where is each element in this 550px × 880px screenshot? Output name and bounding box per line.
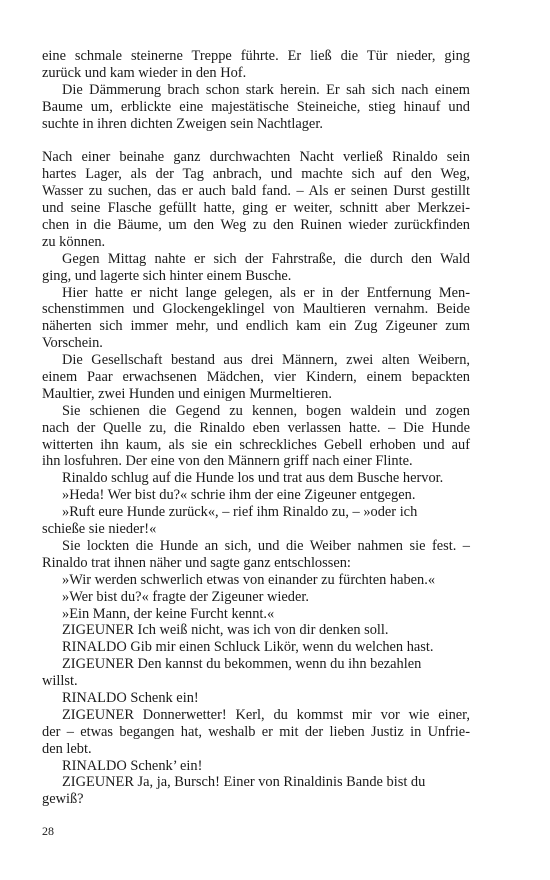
paragraph-gap bbox=[42, 132, 470, 149]
text-line: chen in die Bäume, um den Weg zu den Ruinen wieder zurückfinden bbox=[42, 217, 470, 234]
text-line: »Wir werden schwerlich etwas von einander zu fürchten haben.« bbox=[62, 571, 436, 588]
text-line: Wasser zu suchen, das er auch bald fand. – Als er seinen Durst gestillt bbox=[42, 183, 470, 200]
text-line: ZIGEUNER Ja, ja, Bursch! Einer von Rinaldinis Bande bist du bbox=[62, 774, 426, 791]
text-line: Gegen Mittag nahte er sich der Fahrstraße, die durch den Wald bbox=[62, 250, 470, 267]
text-line: den lebt. bbox=[42, 740, 92, 757]
text-line: nach der Quelle zu, die Rinaldo eben verlassen hatte. – Die Hunde bbox=[42, 419, 470, 436]
text-line: und seine Flasche gefüllt hatte, ging er weiter, schnitt aber Merkzei- bbox=[42, 200, 470, 217]
text-line: Nach einer beinahe ganz durchwachten Nacht verließ Rinaldo sein bbox=[42, 149, 470, 166]
text-line: Sie lockten die Hunde an sich, und die Weiber nahmen sie fest. – bbox=[62, 537, 470, 554]
text-line: Rinaldo schlug auf die Hunde los und trat aus dem Busche hervor. bbox=[62, 470, 444, 487]
text-line: Maultier, zwei Hunden und einigen Murmeltieren. bbox=[42, 385, 332, 402]
page-number: 28 bbox=[42, 824, 54, 838]
text-line: hartes Lager, als der Tag anbrach, und machte sich auf den Weg, bbox=[42, 166, 470, 183]
text-line: schenstimmen und Glockengeklingel von Maultieren vernahm. Beide bbox=[42, 301, 470, 318]
text-line: Hier hatte er nicht lange gelegen, als er in der Entfernung Men- bbox=[62, 284, 470, 301]
text-line: ZIGEUNER Den kannst du bekommen, wenn du ihn bezahlen bbox=[62, 656, 422, 673]
text-line: ging, und lagerte sich hinter einem Busche. bbox=[42, 267, 292, 284]
text-line: Die Dämmerung brach schon stark herein. Er sah sich nach einem bbox=[62, 81, 470, 98]
text-line: näherten sich immer mehr, und endlich kam ein Zug Zigeuner zum bbox=[42, 318, 470, 335]
text-line: ZIGEUNER Donnerwetter! Kerl, du kommst mir vor wie einer, bbox=[62, 706, 470, 723]
text-line: der – etwas begangen hat, weshalb er mit der lieben Justiz in Unfrie- bbox=[42, 723, 470, 740]
text-line: RINALDO Schenk’ ein! bbox=[62, 757, 203, 774]
text-line: zu können. bbox=[42, 233, 106, 250]
text-line: »Wer bist du?« fragte der Zigeuner wieder. bbox=[62, 588, 309, 605]
text-line: willst. bbox=[42, 673, 78, 690]
text-line: ZIGEUNER Ich weiß nicht, was ich von dir denken soll. bbox=[62, 622, 389, 639]
text-line: RINALDO Schenk ein! bbox=[62, 689, 199, 706]
page-body bbox=[42, 48, 470, 808]
text-line: ihn losfuhren. Der eine von den Männern griff nach einer Flinte. bbox=[42, 453, 413, 470]
text-line: einem Paar erwachsenen Mädchen, vier Kindern, einem bepackten bbox=[42, 369, 470, 386]
text-line: eine schmale steinerne Treppe führte. Er ließ die Tür nieder, ging bbox=[42, 48, 470, 64]
text-line: »Heda! Wer bist du?« schrie ihm der eine Zigeuner entgegen. bbox=[62, 487, 416, 504]
text-line: zurück und kam wieder in den Hof. bbox=[42, 64, 247, 81]
text-line: witterten ihn kaum, als sie ein schreckliches Gebell erhoben und auf bbox=[42, 436, 470, 453]
text-line: Baume um, erblickte eine majestätische Steineiche, stieg hinauf und bbox=[42, 98, 470, 115]
text-line: gewiß? bbox=[42, 791, 84, 808]
text-line: RINALDO Gib mir einen Schluck Likör, wenn du welchen hast. bbox=[62, 639, 434, 656]
text-line: »Ein Mann, der keine Furcht kennt.« bbox=[62, 605, 275, 622]
text-line: Die Gesellschaft bestand aus drei Männern, zwei alten Weibern, bbox=[62, 352, 470, 369]
text-line: Vorschein. bbox=[42, 335, 103, 352]
text-line: schieße sie nieder!« bbox=[42, 521, 157, 538]
text-line: suchte in ihren dichten Zweigen sein Nachtlager. bbox=[42, 115, 323, 132]
text-line: Sie schienen die Gegend zu kennen, bogen waldein und zogen bbox=[62, 402, 470, 419]
text-line: Rinaldo trat ihnen näher und sagte ganz entschlossen: bbox=[42, 554, 351, 571]
text-line: »Ruft eure Hunde zurück«, – rief ihm Rinaldo zu, – »oder ich bbox=[62, 504, 418, 521]
